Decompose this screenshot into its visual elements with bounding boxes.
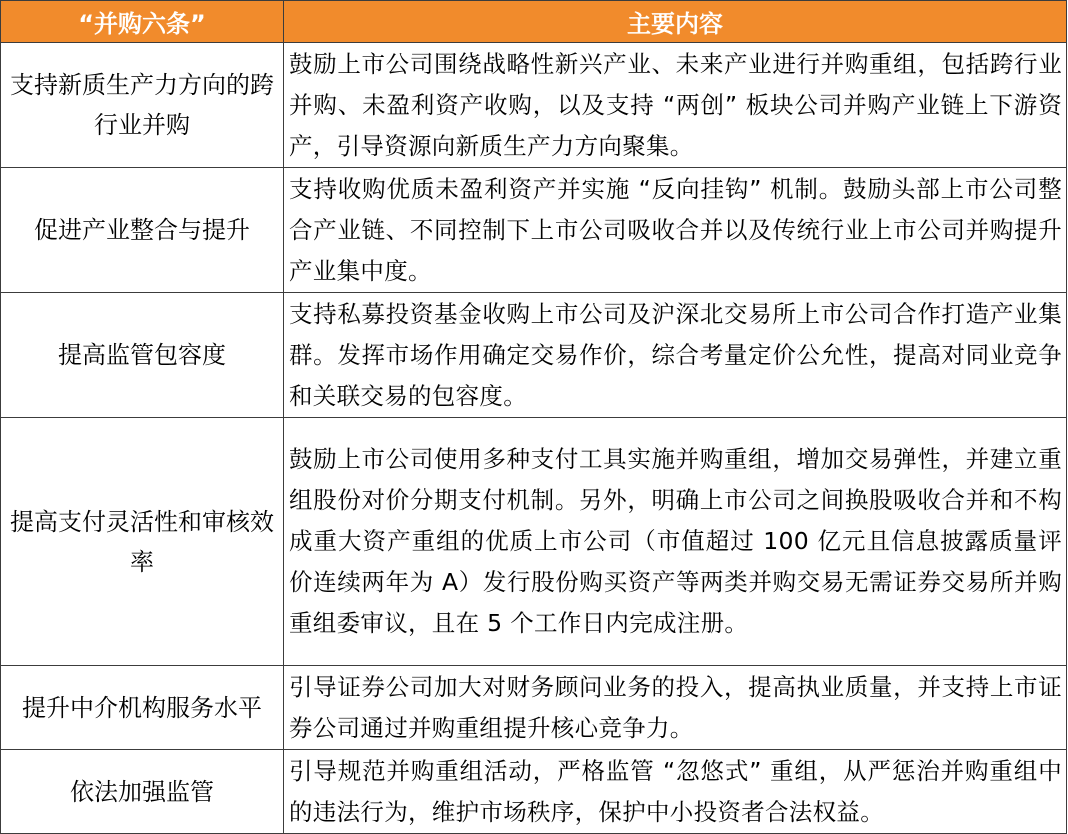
table-row bbox=[1, 293, 1067, 418]
measure-content: 支持私募投资基金收购上市公司及沪深北交易所上市公司合作打造产业集群。发挥市场作用确定交易作价，综合考量定价公允性，提高对同业竞争和关联交易的包容度。 bbox=[284, 293, 1067, 418]
measure-content: 鼓励上市公司围绕战略性新兴产业、未来产业进行并购重组，包括跨行业并购、未盈利资产收购，以及支持 “两创” 板块公司并购产业链上下游资产，引导资源向新质生产力方向聚集。 bbox=[284, 43, 1067, 168]
table-row bbox=[1, 750, 1067, 834]
measure-content: 支持收购优质未盈利资产并实施 “反向挂钩” 机制。鼓励头部上市公司整合产业链、不同控制下上市公司吸收合并以及传统行业上市公司并购提升产业集中度。 bbox=[284, 168, 1067, 293]
measure-name: 依法加强监管 bbox=[1, 750, 284, 834]
header-main-content: 主要内容 bbox=[284, 1, 1067, 43]
table-row bbox=[1, 418, 1067, 666]
table-row bbox=[1, 43, 1067, 168]
measure-name: 促进产业整合与提升 bbox=[1, 168, 284, 293]
measure-content: 引导证券公司加大对财务顾问业务的投入，提高执业质量，并支持上市证券公司通过并购重组提升核心竞争力。 bbox=[284, 666, 1067, 750]
measure-content: 鼓励上市公司使用多种支付工具实施并购重组，增加交易弹性，并建立重组股份对价分期支付机制。另外，明确上市公司之间换股吸收合并和不构成重大资产重组的优质上市公司（市值超过 100 亿元且信息披露质量评价连续两年为 A）发行股份购买资产等两类并购交易无需证券交易所并购重组委审议，且在 5 个工作日内完成注册。 bbox=[284, 418, 1067, 666]
header-measures: “并购六条” bbox=[1, 1, 284, 43]
table-row bbox=[1, 168, 1067, 293]
table-header-row bbox=[1, 1, 1067, 43]
measure-name: 提升中介机构服务水平 bbox=[1, 666, 284, 750]
measure-content: 引导规范并购重组活动，严格监管 “忽悠式” 重组，从严惩治并购重组中的违法行为，维护市场秩序，保护中小投资者合法权益。 bbox=[284, 750, 1067, 834]
measure-name: 提高监管包容度 bbox=[1, 293, 284, 418]
measure-name: 支持新质生产力方向的跨行业并购 bbox=[1, 43, 284, 168]
measure-name: 提高支付灵活性和审核效率 bbox=[1, 418, 284, 666]
table-row bbox=[1, 666, 1067, 750]
